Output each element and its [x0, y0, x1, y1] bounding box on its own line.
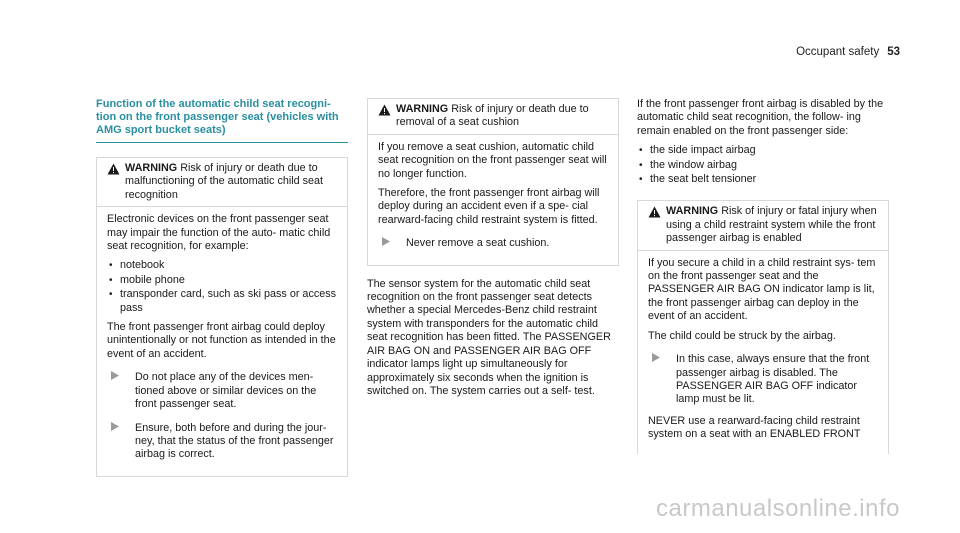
warning-triangle-icon [648, 206, 666, 245]
device-list [107, 259, 337, 315]
list-item: • the side impact airbag [637, 144, 889, 157]
arrow-right-icon [107, 371, 135, 411]
warning-paragraph: Therefore, the front passenger front airbag will deploy during an accident even if a spe- cial rearward-facing child restraint system is fitted. [378, 187, 600, 226]
watermark: carmanualsonline.info [656, 495, 900, 522]
warning-paragraph: If you secure a child in a child restraint sys- tem on the front passenger seat and the PASSENGER AIR BAG ON indicator lamp is lit, the front passenger airbag can deploy in the event of an accident. [648, 256, 876, 323]
warning-triangle-icon [378, 104, 396, 130]
instruction-step [107, 371, 337, 411]
warning-paragraph: If you remove a seat cushion, automatic child seat recognition on the front passenger seat will no longer function. [378, 140, 607, 180]
column-1 [96, 98, 348, 477]
warning-box [367, 98, 619, 266]
list-item: • notebook [107, 259, 337, 272]
warning-heading: Risk of injury or fatal injury when using a child restraint system while the front passenger airbag is enabled [666, 205, 877, 245]
warning-header [368, 99, 618, 135]
instruction-step [648, 353, 878, 407]
warning-body [638, 251, 888, 454]
section-name: Occupant safety [796, 46, 880, 58]
warning-label: WARNING [396, 103, 449, 115]
instruction-step [378, 237, 608, 250]
step-text: Ensure, both before and during the jour- ney, that the status of the front passenger airbag is correct. [135, 421, 334, 461]
title-divider [96, 142, 348, 143]
warning-triangle-icon [107, 163, 125, 202]
enabled-list [637, 144, 889, 186]
arrow-right-icon [378, 237, 406, 250]
warning-body [368, 135, 618, 265]
warning-label: WARNING [666, 205, 719, 218]
step-text: Do not place any of the devices men- tioned above or similar devices on the front passenger seat. [135, 371, 317, 411]
list-item: • transponder card, such as ski pass or access pass [107, 288, 337, 315]
list-item: • the seat belt tensioner [637, 173, 889, 186]
warning-body [97, 207, 347, 476]
warning-box [637, 200, 889, 453]
warning-paragraph: The front passenger front airbag could deploy unintentionally or not function as intended in the event of an accident. [107, 321, 336, 360]
body-paragraph: The sensor system for the automatic child seat recognition on the front passenger seat detects whether a special Mercedes-Benz child restraint system with transponders for the automatic child seat recognition has been fitted. The PASSENGER AIR BAG ON and PASSENGER AIR BAG OFF indicator lamps light up simultaneously for approximately six seconds when the ignition is switched on. The system carries out a self- test. [367, 277, 611, 397]
warning-heading: Risk of injury or death due to malfunctioning of the automatic child seat recognition [125, 162, 324, 201]
warning-intro: Electronic devices on the front passenger seat may impair the function of the auto- matic child seat recognition, for example: [107, 213, 331, 253]
column-3 [637, 98, 889, 454]
step-text: In this case, always ensure that the front passenger airbag is disabled. The PASSENGER AIR BAG OFF indicator lamp must be lit. [676, 353, 870, 406]
warning-box [96, 157, 348, 477]
warning-header [638, 201, 888, 250]
page-header [796, 46, 900, 58]
step-text: Never remove a seat cushion. [406, 237, 550, 250]
section-title: Function of the automatic child seat recogni- tion on the front passenger seat (vehicles with AMG sport bucket seats) [96, 98, 339, 136]
arrow-right-icon [648, 353, 676, 407]
column-2 [367, 98, 619, 404]
warning-paragraph: The child could be struck by the airbag. [648, 329, 836, 342]
intro-paragraph: If the front passenger front airbag is disabled by the automatic child seat recognition, the follow- ing remain enabled on the front passenger side: [637, 98, 884, 137]
warning-header [97, 158, 347, 207]
list-item: • mobile phone [107, 274, 337, 287]
arrow-right-icon [107, 422, 135, 462]
warning-paragraph: NEVER use a rearward-facing child restraint system on a seat with an ENABLED FRONT [648, 414, 861, 441]
warning-label: WARNING [125, 162, 178, 174]
instruction-step [107, 422, 337, 462]
warning-heading: Risk of injury or death due to removal of a seat cushion [396, 103, 589, 129]
list-item: • the window airbag [637, 159, 889, 172]
page-number: 53 [887, 46, 900, 58]
